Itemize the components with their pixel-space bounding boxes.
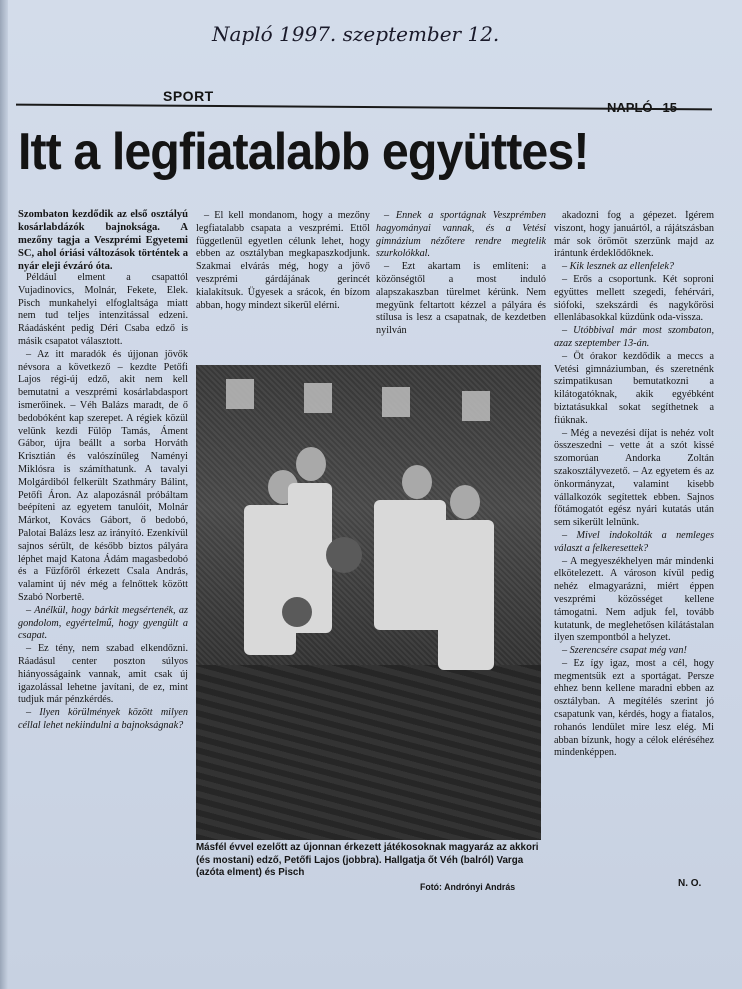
player-head [450,485,480,519]
paragraph: akadozni fog a gépezet. Ígérem viszont, hogy januártól, a rájátszásban már sok örömöt szerzünk majd az irántunk érdeklődőknek. [554,210,714,260]
basketball [326,537,362,573]
gym-floor [196,665,541,840]
question-paragraph: – Ennek a sportágnak Veszprémben hagyományai vannak, és a Vetési gimnázium nézőtere rendre megtelik szurkolókkal. [376,210,546,260]
handwritten-date: Napló 1997. szeptember 12. [212,22,500,46]
question-paragraph: – Anélkül, hogy bárkit megsértenék, az gondolom, egyértelmű, hogy gyengült a csapat. [18,604,188,642]
column-1 [18,272,188,912]
paragraph: – Erős a csoportunk. Két soproni együttes mellett szegedi, fehérvári, siófoki, szekszárdi és nagykőrösi ellenlábasokkal küzdünk oda-vissza. [554,273,714,324]
paragraph: – El kell mondanom, hogy a mezőny legfiatalabb csapata a veszprémi. Ettől függetlenül egyetlen célunk lehet, hogy ebben az osztályban megkapaszkodjunk. Szakmai elvárás még, hogy a jövő veszprémi gárdájának gerincét kialakítsuk. Ügyesek a srácok, én bízom abban, hogy mindezt sikerül elérni. [196,210,370,311]
gym-window [304,383,332,413]
paragraph: – Az itt maradók és újjonan jövők névsora a következő – kezdte Petőfi Lajos régi-új edző, akit nem kell bemutatni a veszprémi kosárlabdasport ismerőinek. – Véh Balázs maradt, de ő bedobóként kap szerepet. A régiek közül velünk kezdi Fülöp Tamás, Áment Gábor, újra beállt a sorba Horváth Krisztián és valószínűleg Naményi Miklósra is számíthatunk. A tavalyi Molgárdiból felkerült Szathmáry Bálint, Petőfi Áron. Az alapozásnál próbáltam beépíteni az egyetem tanulóit, Molnár Márkot, Kovács Gábort, ő bedobó, Palotai Balázs lesz az irányító. Ezenkívül sajnos sérült, de később biztos pályára léphet majd Katona Ádám magasbedobó és a Fűzfőről érkezett Csala András, valamint új név még a felnőttek között Szabó Norbertê. [18,348,188,603]
section-label: SPORT [163,88,214,104]
paragraph: – Ezt akartam is említeni: a közönségtől a most induló alapszakaszban türelmet kérünk. Nem megyünk feltartott kézzel a pályára és stílusa is lesz a csapatnak, de kezdetben nyilván [376,261,546,337]
paragraph: Például elment a csapattól Vujadinovics, Molnár, Fekete, Elek. Pisch munkahelyi elfoglaltsága miatt nem tud teljes intenzitással edzeni. Ráadásként pedig Déri Csaba edző is másik csapatot választott. [18,272,188,347]
coach-figure [374,500,446,630]
question-paragraph: – Mivel indokolták a nemleges választ a felkeresettek? [554,529,714,554]
author-signature: N. O. [678,878,702,889]
article-headline: Itt a legfiatalabb együttes! [18,123,589,181]
team-photo [196,365,541,840]
basketball [282,597,312,627]
photo-credit: Fotó: Andrónyi András [420,882,516,892]
gym-window [226,379,254,409]
player-head [296,447,326,481]
question-paragraph: – Ilyen körülmények között milyen céllal lehet nekiindulni a bajnokságnak? [18,707,188,731]
column-4 [554,210,714,890]
question-paragraph: – Kik lesznek az ellenfelek? [562,261,675,273]
photo-caption: Másfél évvel ezelőtt az újonnan érkezett játékosoknak magyaráz az akkori (és mostani) edző, Petőfi Lajos (jobbra). Hallgatja őt Véh (balról) Varga (azóta elment) és Pisch [196,842,539,879]
paragraph: – Öt órakor kezdődik a meccs a Vetési gimnáziumban, és szeretnénk szimpatikusan bemutatkozni a kilátogatóknak, akik egyébként biztatásukkal sokat segíthetnek a fiúknak. [554,350,714,426]
question-paragraph: – Szerencsére csapat még van! [562,645,687,657]
paragraph: – Még a nevezési díjat is nehéz volt összeszedni – vette át a szót kissé szomorúan Andorka Zoltán szakosztályvezető. – Az egyetem és az önkormányzat, valamint kisebb vállalkozók segítettek ebben. Sajnos főtámogatót egész nyári kutatás után sem sikerült lelnünk. [554,427,714,529]
player-figure [438,520,494,670]
gym-window [462,391,490,421]
paragraph: – A megyeszékhelyen már mindenki elkötelezett. A városon kívül pedig nehéz elmagyarázni, miért éppen veszprémi közösséget kellene támogatni. Nem adjuk fel, tovább kutatunk, de meglehetősen kilátástalan ilyen szempontból a helyzet. [554,555,714,644]
gym-window [382,387,410,417]
column-3 [376,210,546,360]
column-2 [196,210,370,360]
question-paragraph: – Utóbbival már most szombaton, azaz szeptember 13-án. [554,325,714,349]
coach-head [402,465,432,499]
paragraph: – Ez tény, nem szabad elkendőzni. Ráadásul center poszton súlyos hiányosságaink vannak, amit csak új igazolással lehetne javítani, de ez, mint tudjuk már pénzkérdés. [18,643,188,706]
article-lead: Szombaton kezdődik az első osztályú kosárlabdázók bajnoksága. A mezőny tagja a Veszprémi Egyetemi SC, ahol óriási változások történtek a nyár eleji évzáró óta. [18,209,188,272]
paragraph: – Ez így igaz, most a cél, hogy megmentsük ezt a sportágat. Persze ehhez benn kellene maradni ebben az osztályban. A megítélés szerint jó csapatunk van, kérdés, hogy a fiatalos, rohanós lendület mire lesz elég. Mi abban bízunk, hogy a célok eléréséhez mindenképpen. [554,657,714,759]
page-binding-edge [0,0,8,989]
